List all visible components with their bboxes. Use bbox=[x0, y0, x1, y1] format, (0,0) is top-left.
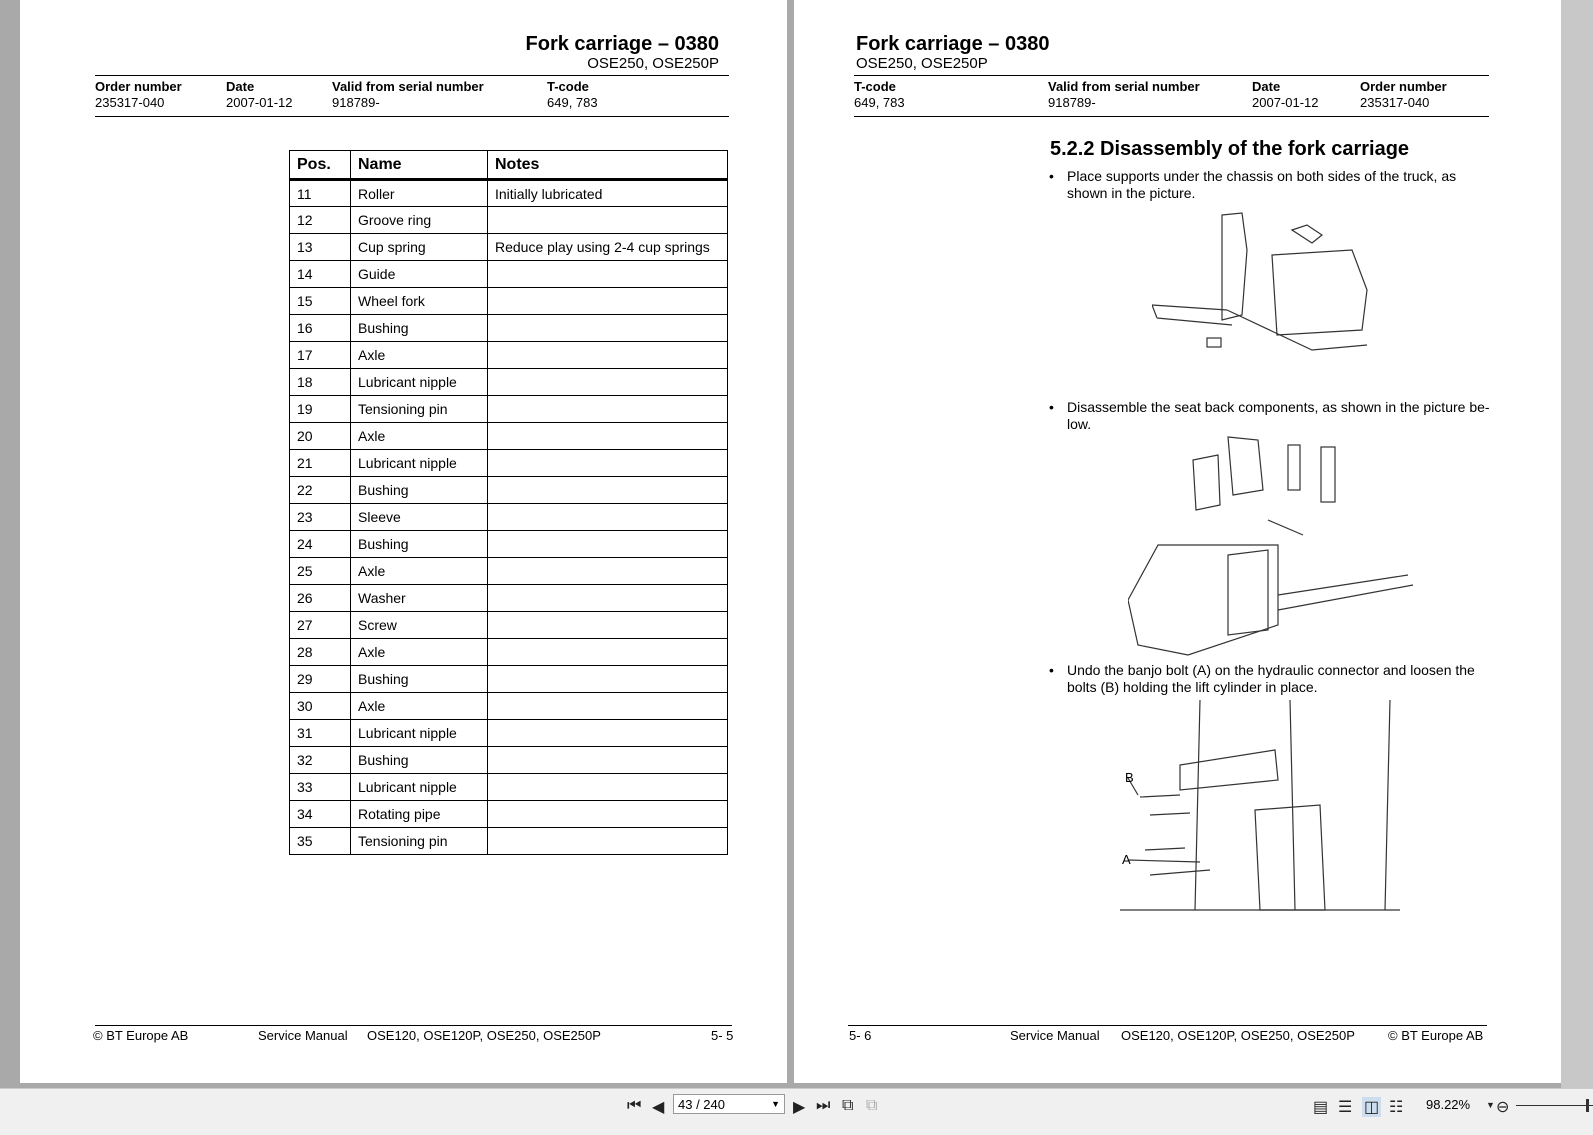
serial-label: Valid from serial number bbox=[332, 79, 484, 94]
viewer-toolbar bbox=[0, 1088, 1593, 1135]
cell-pos: 22 bbox=[290, 477, 351, 504]
zoom-slider-handle[interactable] bbox=[1586, 1099, 1589, 1112]
cell-notes bbox=[488, 207, 728, 234]
footer-copyright: © BT Europe AB bbox=[1388, 1028, 1484, 1043]
table-row bbox=[290, 801, 728, 828]
cell-notes bbox=[488, 423, 728, 450]
cell-name: Groove ring bbox=[351, 207, 488, 234]
page-title: Fork carriage – 0380 bbox=[856, 33, 1050, 55]
cell-name: Cup spring bbox=[351, 234, 488, 261]
two-page-view-icon[interactable]: ◫ bbox=[1364, 1099, 1380, 1116]
cell-notes bbox=[488, 747, 728, 774]
serial-value: 918789- bbox=[332, 95, 380, 110]
cell-notes: Reduce play using 2-4 cup springs bbox=[488, 234, 728, 261]
cell-notes bbox=[488, 477, 728, 504]
cell-pos: 11 bbox=[290, 180, 351, 207]
step-3: • Undo the banjo bolt (A) on the hydraulic connector and loosen the bolts (B) holding the lift cylinder in place. bbox=[1067, 662, 1497, 696]
cell-notes: Initially lubricated bbox=[488, 180, 728, 207]
cell-notes bbox=[488, 342, 728, 369]
cell-pos: 24 bbox=[290, 531, 351, 558]
cell-name: Washer bbox=[351, 585, 488, 612]
table-row bbox=[290, 693, 728, 720]
cell-notes bbox=[488, 531, 728, 558]
footer-doc: Service Manual bbox=[258, 1028, 348, 1043]
footer-models: OSE120, OSE120P, OSE250, OSE250P bbox=[367, 1028, 601, 1043]
vertical-scrollbar[interactable] bbox=[1561, 0, 1593, 1088]
cell-notes bbox=[488, 315, 728, 342]
cell-pos: 14 bbox=[290, 261, 351, 288]
zoom-level[interactable]: 98.22% bbox=[1426, 1097, 1471, 1112]
label-b: B bbox=[1125, 770, 1134, 785]
page-title: Fork carriage – 0380 bbox=[525, 33, 719, 55]
cell-pos: 29 bbox=[290, 666, 351, 693]
footer-doc: Service Manual bbox=[1010, 1028, 1100, 1043]
cell-name: Lubricant nipple bbox=[351, 720, 488, 747]
lift-cylinder-bolts-figure bbox=[1120, 700, 1405, 913]
cell-name: Sleeve bbox=[351, 504, 488, 531]
table-row bbox=[290, 720, 728, 747]
footer-page: 5- 5 bbox=[711, 1028, 734, 1043]
cell-pos: 33 bbox=[290, 774, 351, 801]
cell-pos: 15 bbox=[290, 288, 351, 315]
last-page-icon[interactable]: ⏭ bbox=[816, 1097, 831, 1114]
order-number-value: 235317-040 bbox=[95, 95, 165, 110]
cell-pos: 25 bbox=[290, 558, 351, 585]
cell-notes bbox=[488, 828, 728, 855]
serial-label: Valid from serial number bbox=[1048, 79, 1200, 94]
cell-notes bbox=[488, 693, 728, 720]
date-label: Date bbox=[1252, 79, 1281, 94]
col-notes: Notes bbox=[488, 151, 728, 180]
tcode-value: 649, 783 bbox=[547, 95, 598, 110]
zoom-out-icon[interactable]: ⊖ bbox=[1496, 1099, 1510, 1116]
table-row bbox=[290, 315, 728, 342]
cell-notes bbox=[488, 801, 728, 828]
table-row bbox=[290, 585, 728, 612]
cell-name: Bushing bbox=[351, 747, 488, 774]
table-row bbox=[290, 423, 728, 450]
date-value: 2007-01-12 bbox=[226, 95, 293, 110]
page-models: OSE250, OSE250P bbox=[587, 55, 719, 72]
cell-notes bbox=[488, 261, 728, 288]
copy-page-icon[interactable]: ⧉ bbox=[842, 1097, 854, 1114]
cell-notes bbox=[488, 288, 728, 315]
table-row bbox=[290, 558, 728, 585]
cell-pos: 19 bbox=[290, 396, 351, 423]
table-row bbox=[290, 288, 728, 315]
seat-back-exploded-figure bbox=[1128, 435, 1418, 657]
footer-page: 5- 6 bbox=[849, 1028, 872, 1043]
order-number-value: 235317-040 bbox=[1360, 95, 1430, 110]
previous-page-icon[interactable]: ◀ bbox=[652, 1099, 665, 1116]
step-2: • Disassemble the seat back components, as shown in the picture be-low. bbox=[1067, 399, 1497, 433]
tcode-label: T-code bbox=[547, 79, 589, 94]
cell-name: Lubricant nipple bbox=[351, 450, 488, 477]
zoom-dropdown-icon[interactable]: ▼ bbox=[1486, 1100, 1495, 1110]
serial-value: 918789- bbox=[1048, 95, 1096, 110]
cell-name: Bushing bbox=[351, 477, 488, 504]
cell-pos: 27 bbox=[290, 612, 351, 639]
cell-notes bbox=[488, 585, 728, 612]
section-heading: 5.2.2 Disassembly of the fork carriage bbox=[1050, 138, 1410, 160]
cell-notes bbox=[488, 666, 728, 693]
cell-notes bbox=[488, 639, 728, 666]
cell-name: Bushing bbox=[351, 666, 488, 693]
left-page bbox=[20, 0, 787, 1083]
cell-notes bbox=[488, 504, 728, 531]
label-a: A bbox=[1122, 852, 1131, 867]
cell-pos: 31 bbox=[290, 720, 351, 747]
first-page-icon[interactable]: ⏮ bbox=[627, 1097, 642, 1114]
cell-pos: 23 bbox=[290, 504, 351, 531]
tcode-value: 649, 783 bbox=[854, 95, 905, 110]
date-value: 2007-01-12 bbox=[1252, 95, 1319, 110]
cell-pos: 28 bbox=[290, 639, 351, 666]
cell-pos: 21 bbox=[290, 450, 351, 477]
page-models: OSE250, OSE250P bbox=[856, 55, 988, 72]
cell-name: Tensioning pin bbox=[351, 828, 488, 855]
cell-notes bbox=[488, 369, 728, 396]
table-row bbox=[290, 531, 728, 558]
cell-pos: 17 bbox=[290, 342, 351, 369]
cell-pos: 30 bbox=[290, 693, 351, 720]
order-number-label: Order number bbox=[1360, 79, 1447, 94]
table-row bbox=[290, 207, 728, 234]
page-indicator: 43 / 240 bbox=[678, 1097, 725, 1112]
col-name: Name bbox=[351, 151, 488, 180]
cell-name: Axle bbox=[351, 423, 488, 450]
table-row bbox=[290, 774, 728, 801]
tcode-label: T-code bbox=[854, 79, 896, 94]
cell-name: Screw bbox=[351, 612, 488, 639]
cell-name: Tensioning pin bbox=[351, 396, 488, 423]
cell-name: Axle bbox=[351, 693, 488, 720]
col-pos: Pos. bbox=[290, 151, 351, 180]
cell-name: Guide bbox=[351, 261, 488, 288]
table-row bbox=[290, 450, 728, 477]
cell-pos: 18 bbox=[290, 369, 351, 396]
table-row bbox=[290, 180, 728, 207]
table-row bbox=[290, 477, 728, 504]
order-number-label: Order number bbox=[95, 79, 182, 94]
cell-name: Rotating pipe bbox=[351, 801, 488, 828]
cell-name: Axle bbox=[351, 558, 488, 585]
table-row bbox=[290, 234, 728, 261]
cell-pos: 34 bbox=[290, 801, 351, 828]
table-row bbox=[290, 369, 728, 396]
chevron-down-icon[interactable]: ▼ bbox=[771, 1099, 780, 1109]
cell-pos: 20 bbox=[290, 423, 351, 450]
cell-notes bbox=[488, 612, 728, 639]
cell-pos: 13 bbox=[290, 234, 351, 261]
date-label: Date bbox=[226, 79, 255, 94]
cell-pos: 12 bbox=[290, 207, 351, 234]
next-page-icon[interactable]: ▶ bbox=[793, 1099, 806, 1116]
continuous-view-icon[interactable]: ☰ bbox=[1338, 1099, 1353, 1116]
paste-page-icon[interactable]: ⧉ bbox=[866, 1097, 878, 1114]
cell-notes bbox=[488, 450, 728, 477]
step-1: • Place supports under the chassis on both sides of the truck, as shown in the picture. bbox=[1067, 168, 1497, 202]
table-row bbox=[290, 612, 728, 639]
right-page bbox=[794, 0, 1561, 1083]
cell-pos: 26 bbox=[290, 585, 351, 612]
footer-models: OSE120, OSE120P, OSE250, OSE250P bbox=[1121, 1028, 1355, 1043]
cell-pos: 32 bbox=[290, 747, 351, 774]
table-row bbox=[290, 639, 728, 666]
cell-name: Wheel fork bbox=[351, 288, 488, 315]
table-row bbox=[290, 747, 728, 774]
two-page-continuous-icon[interactable]: ☷ bbox=[1389, 1099, 1404, 1116]
truck-on-supports-figure bbox=[1152, 210, 1377, 358]
footer-copyright: © BT Europe AB bbox=[93, 1028, 189, 1043]
cell-name: Axle bbox=[351, 639, 488, 666]
single-page-view-icon[interactable]: ▤ bbox=[1313, 1099, 1329, 1116]
cell-notes bbox=[488, 774, 728, 801]
cell-name: Axle bbox=[351, 342, 488, 369]
cell-name: Bushing bbox=[351, 531, 488, 558]
cell-notes bbox=[488, 396, 728, 423]
table-row bbox=[290, 261, 728, 288]
page-number-input[interactable] bbox=[673, 1094, 785, 1114]
cell-name: Lubricant nipple bbox=[351, 369, 488, 396]
cell-pos: 16 bbox=[290, 315, 351, 342]
table-row bbox=[290, 666, 728, 693]
table-row bbox=[290, 396, 728, 423]
cell-name: Lubricant nipple bbox=[351, 774, 488, 801]
cell-name: Roller bbox=[351, 180, 488, 207]
table-row bbox=[290, 342, 728, 369]
zoom-slider[interactable] bbox=[1516, 1105, 1593, 1106]
table-row bbox=[290, 504, 728, 531]
cell-notes bbox=[488, 720, 728, 747]
cell-notes bbox=[488, 558, 728, 585]
parts-table bbox=[289, 150, 728, 855]
cell-name: Bushing bbox=[351, 315, 488, 342]
table-row bbox=[290, 828, 728, 855]
cell-pos: 35 bbox=[290, 828, 351, 855]
